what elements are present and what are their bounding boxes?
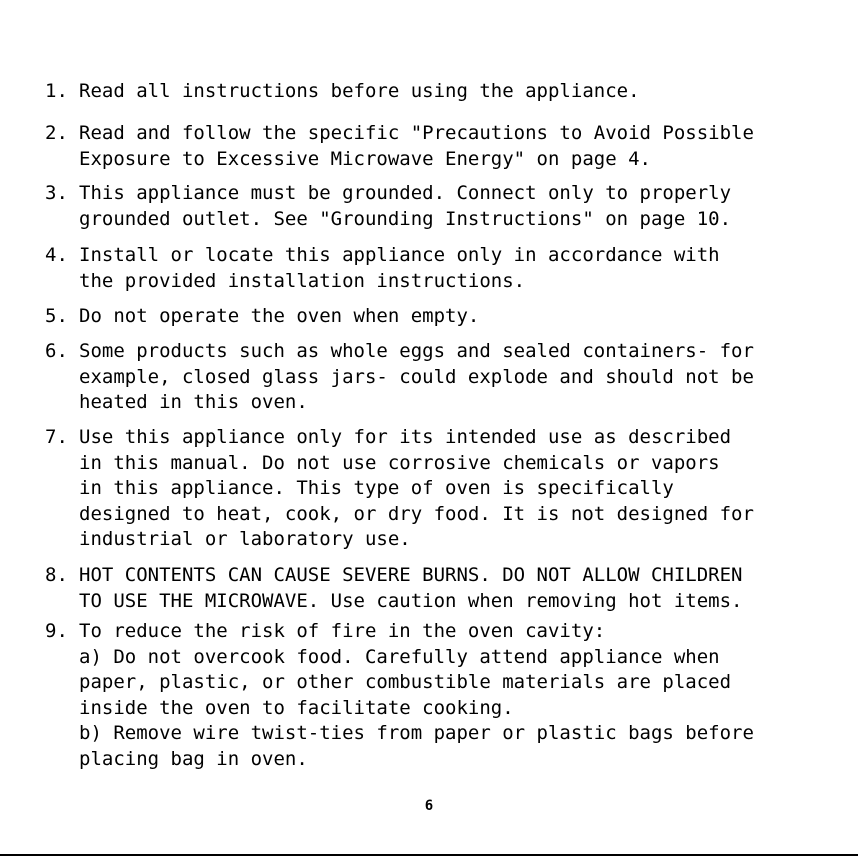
item-text-line: Read and follow the specific "Precautions to Avoid Possible <box>79 122 754 144</box>
item-text-line: designed to heat, cook, or dry food. It is not designed for <box>79 502 754 525</box>
item-number: 9. <box>45 620 68 642</box>
item-number: 4. <box>45 244 68 266</box>
item-text-line: the provided installation instructions. <box>79 269 526 292</box>
item-text-line: Exposure to Excessive Microwave Energy" on page 4. <box>79 147 651 170</box>
item-number: 1. <box>45 80 68 102</box>
item-text-line: Read all instructions before using the appliance. <box>79 80 640 102</box>
item-number: 6. <box>45 340 68 362</box>
item-number: 7. <box>45 426 68 448</box>
item-text-line: Do not operate the oven when empty. <box>79 305 480 327</box>
item-text-line: grounded outlet. See "Grounding Instructions" on page 10. <box>79 207 732 230</box>
item-text-line: example, closed glass jars- could explode and should not be <box>79 365 754 388</box>
item-number: 5. <box>45 305 68 327</box>
item-text-line: placing bag in oven. <box>79 747 308 770</box>
item-text-line: Install or locate this appliance only in accordance with <box>79 244 720 266</box>
item-text-line: a) Do not overcook food. Carefully attend appliance when <box>79 645 720 668</box>
item-text-line: industrial or laboratory use. <box>79 528 411 550</box>
item-text-line: HOT CONTENTS CAN CAUSE SEVERE BURNS. DO NOT ALLOW CHILDREN <box>79 564 743 586</box>
item-text-line: in this appliance. This type of oven is specifically <box>79 477 674 499</box>
item-text-line: heated in this oven. <box>79 391 308 413</box>
item-text-line: Use this appliance only for its intended use as described <box>79 426 732 448</box>
item-text-line: This appliance must be grounded. Connect only to properly <box>79 182 732 204</box>
page-number: 6 <box>424 798 434 814</box>
item-text-line: To reduce the risk of fire in the oven cavity: <box>79 620 606 642</box>
item-number: 3. <box>45 182 68 204</box>
item-number: 2. <box>45 122 68 144</box>
page-bottom-rule <box>0 854 858 856</box>
item-text-line: b) Remove wire twist-ties from paper or plastic bags before <box>79 722 754 744</box>
item-text-line: Some products such as whole eggs and sealed containers- for <box>79 340 754 362</box>
item-text-line: paper, plastic, or other combustible materials are placed <box>79 671 732 693</box>
item-text-line: inside the oven to facilitate cooking. <box>79 696 514 719</box>
item-text-line: in this manual. Do not use corrosive chemicals or vapors <box>79 451 720 474</box>
item-number: 8. <box>45 564 68 586</box>
item-text-line: TO USE THE MICROWAVE. Use caution when removing hot items. <box>79 589 743 612</box>
